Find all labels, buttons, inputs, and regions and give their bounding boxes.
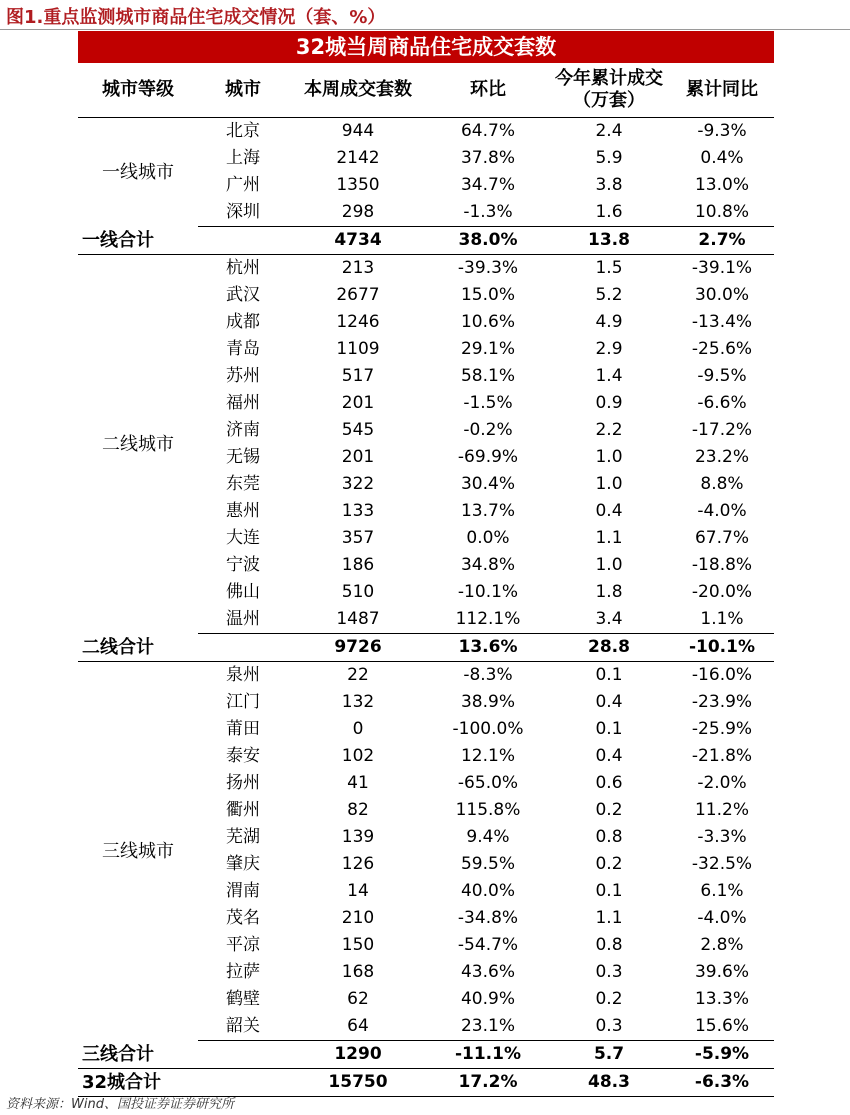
city-name: 茂名 [226,908,260,928]
cell-weekly: 132 [341,692,375,712]
header-tier: 城市等级 [102,79,174,100]
cell-weekly: 133 [341,501,375,521]
tier-name: 三线城市 [102,840,174,862]
cell-yoy: -17.2% [691,420,753,440]
cell-ytd: 1.5 [595,258,623,278]
cell-yoy: 15.6% [670,1013,774,1041]
total-yoy: -5.9% [670,1041,774,1069]
cell-yoy: -25.6% [691,339,753,359]
city-name: 福州 [226,393,260,413]
cell-weekly: 2677 [336,285,380,305]
total-ytd: 28.8 [548,634,670,662]
cell-mom: 0.0% [466,528,510,548]
cell-mom: 64.7% [460,121,515,141]
city-name: 鹤壁 [226,989,260,1009]
cell-mom: -34.8% [457,908,519,928]
cell-weekly: 1487 [288,606,428,634]
cell-weekly: 210 [341,908,375,928]
total-label: 三线合计 [78,1041,288,1069]
cell-mom: 40.9% [460,989,515,1009]
cell-yoy: -4.0% [697,908,747,928]
tier-group [78,662,774,1041]
city-name: 无锡 [226,447,260,467]
cell-ytd: 0.2 [595,989,623,1009]
cell-ytd: 0.1 [595,665,623,685]
cell-mom: -54.7% [457,935,519,955]
cell-yoy: -25.9% [691,719,753,739]
cell-yoy: -39.1% [691,258,753,278]
cell-weekly: 150 [341,935,375,955]
cell-ytd: 0.6 [595,773,623,793]
cell-weekly: 517 [341,366,375,386]
cell-yoy: 23.2% [694,447,749,467]
cell-ytd: 1.1 [595,908,623,928]
total-label: 二线合计 [78,634,288,662]
cell-weekly: 14 [347,881,369,901]
cell-ytd: 0.8 [595,935,623,955]
cell-mom: 10.6% [460,312,515,332]
tier-group [78,118,774,227]
cell-yoy: 6.1% [700,881,744,901]
total-ytd: 13.8 [548,227,670,255]
cell-yoy: 1.1% [670,606,774,634]
cell-yoy: -20.0% [691,582,753,602]
cell-weekly: 126 [341,854,375,874]
cell-yoy: -9.3% [697,121,747,141]
city-name: 上海 [226,148,260,168]
total-ytd: 5.7 [548,1041,670,1069]
total-weekly: 4734 [288,227,428,255]
cell-mom: 30.4% [460,474,515,494]
cell-weekly: 510 [341,582,375,602]
cell-mom: -39.3% [457,258,519,278]
cell-mom: 13.7% [460,501,515,521]
city-name: 佛山 [226,582,260,602]
city-name: 杭州 [226,258,260,278]
cell-yoy: 13.0% [694,175,749,195]
cell-weekly: 0 [352,719,364,739]
cell-ytd: 2.9 [595,339,623,359]
cell-weekly: 545 [341,420,375,440]
city-name: 惠州 [226,501,260,521]
cell-yoy: 13.3% [694,989,749,1009]
city-name: 泰安 [226,746,260,766]
cell-yoy: -6.6% [697,393,747,413]
cell-yoy: -3.3% [697,827,747,847]
cell-yoy: -16.0% [691,665,753,685]
total-yoy: -10.1% [670,634,774,662]
cell-mom: -0.2% [463,420,513,440]
city-name: 莆田 [226,719,260,739]
city-name: 济南 [226,420,260,440]
cell-yoy: -18.8% [691,555,753,575]
cell-mom: 12.1% [460,746,515,766]
total-label: 一线合计 [78,227,288,255]
city-name: 芜湖 [226,827,260,847]
total-label: 32城合计 [78,1069,288,1097]
city-name: 苏州 [226,366,260,386]
cell-yoy: 39.6% [694,962,749,982]
cell-ytd: 1.0 [595,555,623,575]
cell-weekly: 213 [341,258,375,278]
cell-weekly: 201 [341,393,375,413]
cell-ytd: 1.1 [595,528,623,548]
total-mom: 17.2% [428,1069,548,1097]
cell-mom: -10.1% [457,582,519,602]
cell-ytd: 1.4 [595,366,623,386]
cell-weekly: 298 [288,199,428,227]
cell-mom: 115.8% [455,800,521,820]
total-weekly: 15750 [288,1069,428,1097]
city-name: 武汉 [226,285,260,305]
cell-ytd: 0.1 [595,719,623,739]
cell-yoy: -4.0% [697,501,747,521]
cell-ytd: 0.1 [595,881,623,901]
cell-yoy: 2.8% [700,935,744,955]
cell-yoy: -21.8% [691,746,753,766]
cell-mom: 15.0% [460,285,515,305]
header-mom: 环比 [470,79,506,100]
figure-title: 图1.重点监测城市商品住宅成交情况（套、%） [6,7,386,28]
cell-weekly: 168 [341,962,375,982]
city-name: 韶关 [198,1013,288,1041]
cell-ytd: 0.8 [595,827,623,847]
cell-mom: -8.3% [463,665,513,685]
cell-weekly: 186 [341,555,375,575]
cell-ytd: 3.8 [595,175,623,195]
city-name: 扬州 [226,773,260,793]
city-name: 渭南 [226,881,260,901]
cell-mom: 43.6% [460,962,515,982]
total-yoy: -6.3% [670,1069,774,1097]
cell-yoy: 0.4% [700,148,744,168]
cell-mom: 40.0% [460,881,515,901]
cell-ytd: 0.3 [595,962,623,982]
table-row [78,255,774,283]
city-name: 平凉 [226,935,260,955]
tier-group [78,255,774,634]
cell-ytd: 2.4 [595,121,623,141]
total-yoy: 2.7% [670,227,774,255]
cell-weekly: 357 [341,528,375,548]
city-name: 衢州 [226,800,260,820]
transaction-table [78,63,774,1097]
city-name: 北京 [226,121,260,141]
total-mom: 38.0% [428,227,548,255]
cell-weekly: 322 [341,474,375,494]
cell-yoy: -32.5% [691,854,753,874]
city-name: 江门 [226,692,260,712]
city-name: 泉州 [226,665,260,685]
cell-weekly: 102 [341,746,375,766]
cell-mom: -69.9% [457,447,519,467]
city-name: 青岛 [226,339,260,359]
city-name: 成都 [226,312,260,332]
cell-mom: 38.9% [460,692,515,712]
cell-mom: 58.1% [460,366,515,386]
cell-weekly: 41 [347,773,369,793]
cell-ytd: 0.3 [548,1013,670,1041]
cell-weekly: 1350 [336,175,380,195]
cell-mom: 34.8% [460,555,515,575]
total-weekly: 1290 [288,1041,428,1069]
tier-total-row [78,634,774,662]
city-name: 温州 [198,606,288,634]
cell-yoy: -9.5% [697,366,747,386]
cell-ytd: 3.4 [548,606,670,634]
tier-name: 二线城市 [102,433,174,455]
cell-mom: 37.8% [460,148,515,168]
total-weekly: 9726 [288,634,428,662]
cell-mom: 112.1% [428,606,548,634]
cell-ytd: 5.2 [595,285,623,305]
cell-weekly: 22 [347,665,369,685]
cell-ytd: 1.0 [595,474,623,494]
tier-total-group [78,634,774,662]
tier-total-group [78,1041,774,1069]
cell-weekly: 1109 [336,339,380,359]
cell-yoy: 11.2% [694,800,749,820]
cell-yoy: -23.9% [691,692,753,712]
cell-weekly: 201 [341,447,375,467]
cell-ytd: 1.8 [595,582,623,602]
cell-mom: -100.0% [452,719,524,739]
cell-ytd: 0.2 [595,800,623,820]
city-name: 肇庆 [226,854,260,874]
table-title-banner: 32城当周商品住宅成交套数 [78,31,774,63]
city-name: 深圳 [198,199,288,227]
source-note: 资料来源：Wind、国投证券证券研究所 [6,1097,234,1112]
header-yoy: 累计同比 [686,79,758,100]
cell-ytd: 0.4 [595,692,623,712]
header-weekly: 本周成交套数 [304,79,412,100]
cell-ytd: 0.4 [595,501,623,521]
cell-weekly: 64 [288,1013,428,1041]
city-name: 宁波 [226,555,260,575]
cell-ytd: 0.9 [595,393,623,413]
city-name: 东莞 [226,474,260,494]
header-ytd [548,63,670,118]
tier-total-row [78,227,774,255]
cell-mom: -1.5% [463,393,513,413]
cell-ytd: 1.6 [548,199,670,227]
header-ytd-line2: （万套） [573,90,645,111]
cell-ytd: 5.9 [595,148,623,168]
header-row [78,63,774,118]
table-row [78,662,774,690]
total-mom: -11.1% [428,1041,548,1069]
city-name: 广州 [226,175,260,195]
cell-weekly: 2142 [336,148,380,168]
table-row [78,118,774,146]
cell-yoy: 67.7% [694,528,749,548]
cell-yoy: 8.8% [700,474,744,494]
cell-weekly: 139 [341,827,375,847]
cell-mom: -65.0% [457,773,519,793]
cell-mom: 34.7% [460,175,515,195]
header-ytd-line1: 今年累计成交 [555,68,663,89]
total-ytd: 48.3 [548,1069,670,1097]
total-mom: 13.6% [428,634,548,662]
cell-mom: 59.5% [460,854,515,874]
tier-total-group [78,227,774,255]
cell-yoy: 10.8% [670,199,774,227]
tier-total-row [78,1041,774,1069]
cell-ytd: 4.9 [595,312,623,332]
city-name: 大连 [226,528,260,548]
cell-yoy: -13.4% [691,312,753,332]
cell-mom: 29.1% [460,339,515,359]
cell-yoy: 30.0% [694,285,749,305]
cell-weekly: 1246 [336,312,380,332]
cell-weekly: 944 [341,121,375,141]
cell-ytd: 2.2 [595,420,623,440]
cell-yoy: -2.0% [697,773,747,793]
cell-mom: 23.1% [428,1013,548,1041]
cell-ytd: 1.0 [595,447,623,467]
header-city: 城市 [225,79,261,100]
city-name: 拉萨 [226,962,260,982]
cell-ytd: 0.4 [595,746,623,766]
table-header [78,63,774,118]
tier-name: 一线城市 [102,161,174,183]
cell-mom: 9.4% [466,827,510,847]
cell-ytd: 0.2 [595,854,623,874]
cell-mom: -1.3% [428,199,548,227]
cell-weekly: 82 [347,800,369,820]
title-divider [0,29,850,30]
cell-weekly: 62 [347,989,369,1009]
